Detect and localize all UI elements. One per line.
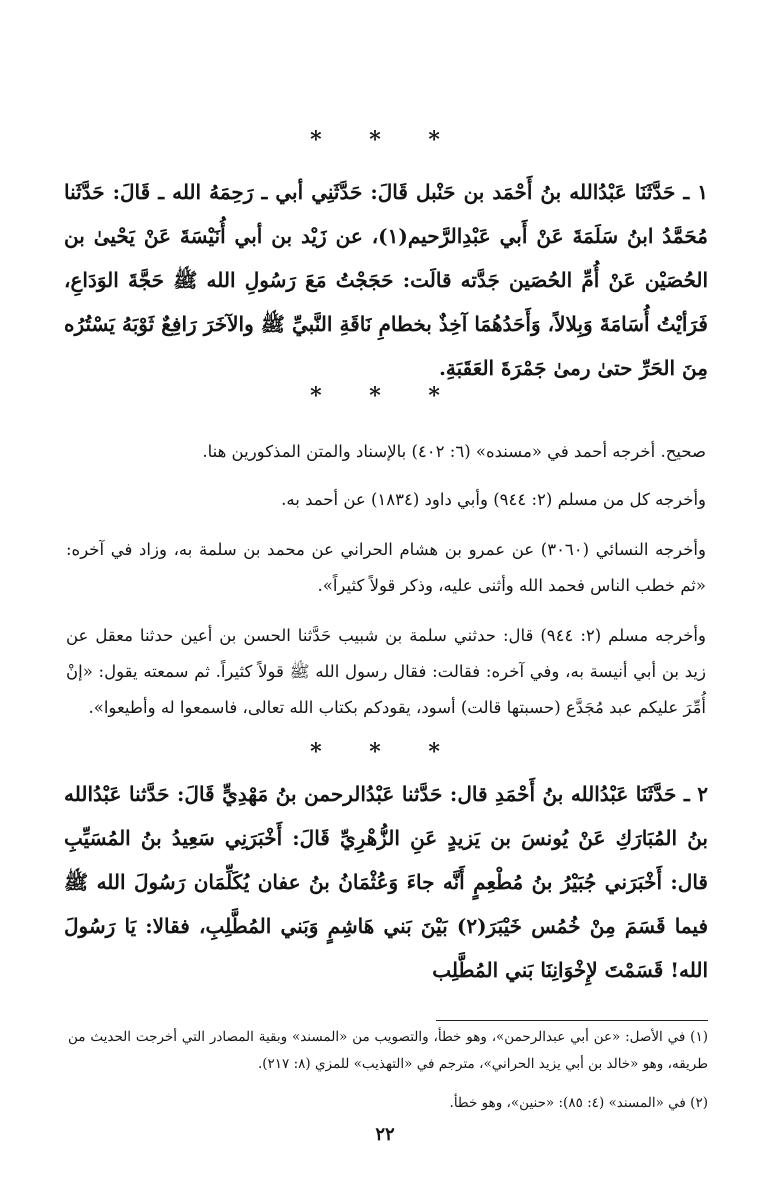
hadith-2-text: ٢ ـ حَدَّثَنَا عَبْدُالله بنُ أَحْمَدِ قال: حَدَّثنا عَبْدُالرحمن بنُ مَهْدِيٍّ قَالَ: حَدَّثنا عَبْدُالله بنُ المُبَارَكِ عَنْ يُونسَ بن يَزيدٍ عَنِ الزُّهْرِيِّ قَالَ: أَخْبَرَنِي سَعِيدُ بنُ المُسَيِّبِ قال: أَخْبَرَني جُبَيْرُ بنُ مُطْعِمٍ أَنَّه جاءَ وَعُثْمَانُ بنُ عفان يُكَلِّمَان رَسُولَ الله ﷺ فيما قَسَمَ مِنْ خُمُس خَيْبَرَ(٢) بَيْنَ بَني هَاشِمٍ وَبَني المُطَّلِبِ، فقالا: يَا رَسُولَ الله! قَسَمْتَ لإِخْوَانِنَا بَني المُطَّلِب <box>64 782 708 982</box>
separator-stars: * * * <box>310 383 460 409</box>
separator-stars: * * * <box>310 127 460 153</box>
footnote: (١) في الأصل: «عن أبي عبدالرحمن»، وهو خطأ، والتصويب من «المسند» وبقية المصادر التي أخرجت الحديث من طريقه، وهو «خالد بن أبي يزيد الحراني»، مترجم في «التهذيب» للمزي (٨: ٢١٧). <box>68 1029 708 1072</box>
separator-stars: * * * <box>310 739 460 765</box>
commentary-paragraph: وأخرجه مسلم (٢: ٩٤٤) قال: حدثني سلمة بن شبيب حَدَّثنا الحسن بن أعين حدثنا معقل عن زيد بن أبي أنيسة به، وفي آخره: فقالت: فقال رسول الله ﷺ قولاً كثيراً. ثم سمعته يقول: «إنْ أُمِّرَ عليكم عبد مُجَدَّع (حسبتها قالت) أسود، يقودكم بكتاب الله تعالى، فاسمعوا له وأطيعوا». <box>66 626 706 717</box>
commentary-paragraph: صحيح. أخرجه أحمد في «مسنده» (٦: ٤٠٢) بالإسناد والمتن المذكورين هنا. <box>202 442 706 461</box>
commentary-paragraph: وأخرجه كل من مسلم (٢: ٩٤٤) وأبي داود (١٨٣٤) عن أحمد به. <box>281 490 706 509</box>
footnote-divider <box>436 1020 708 1021</box>
hadith-1-text: ١ ـ حَدَّثَنَا عَبْدُالله بنُ أَحْمَد بن حَنْبل قَالَ: حَدَّثَنِي أبي ـ رَحِمَهُ الله ـ قَالَ: حَدَّثَنا مُحَمَّدُ ابنُ سَلَمَةَ عَنْ أَبي عَبْدِالرَّحيم(١)، عن زَيْد بن أبي أُنَيْسَةَ عَنْ يَحْيىٰ بن الحُصَيْن عَنْ أُمِّ الحُصَين جَدَّته قالَت: حَجَجْتُ مَعَ رَسُولِ الله ﷺ حَجَّةَ الوَدَاعِ، فَرَأيْتُ أُسَامَةَ وَبِلالاً، وَأَحَدُهُمَا آخِذٌ بخطامِ نَاقَةِ النَّبيِّ ﷺ والآخَرَ رَافِعٌ ثَوْبَهُ يَسْتُرُه مِنَ الحَرِّ حتىٰ رمىٰ جَمْرَةَ العَقَبَةِ. <box>64 180 708 380</box>
footnote: (٢) في «المسند» (٤: ٨٥): «حنين»، وهو خطأ. <box>449 1095 708 1111</box>
page-number: ٢٢ <box>375 1124 395 1145</box>
commentary-paragraph: وأخرجه النسائي (٣٠٦٠) عن عمرو بن هشام الحراني عن محمد بن سلمة به، وزاد في آخره: «ثم خطب الناس فحمد الله وأثنى عليه، وذكر قولاً كثيراً». <box>66 540 706 595</box>
